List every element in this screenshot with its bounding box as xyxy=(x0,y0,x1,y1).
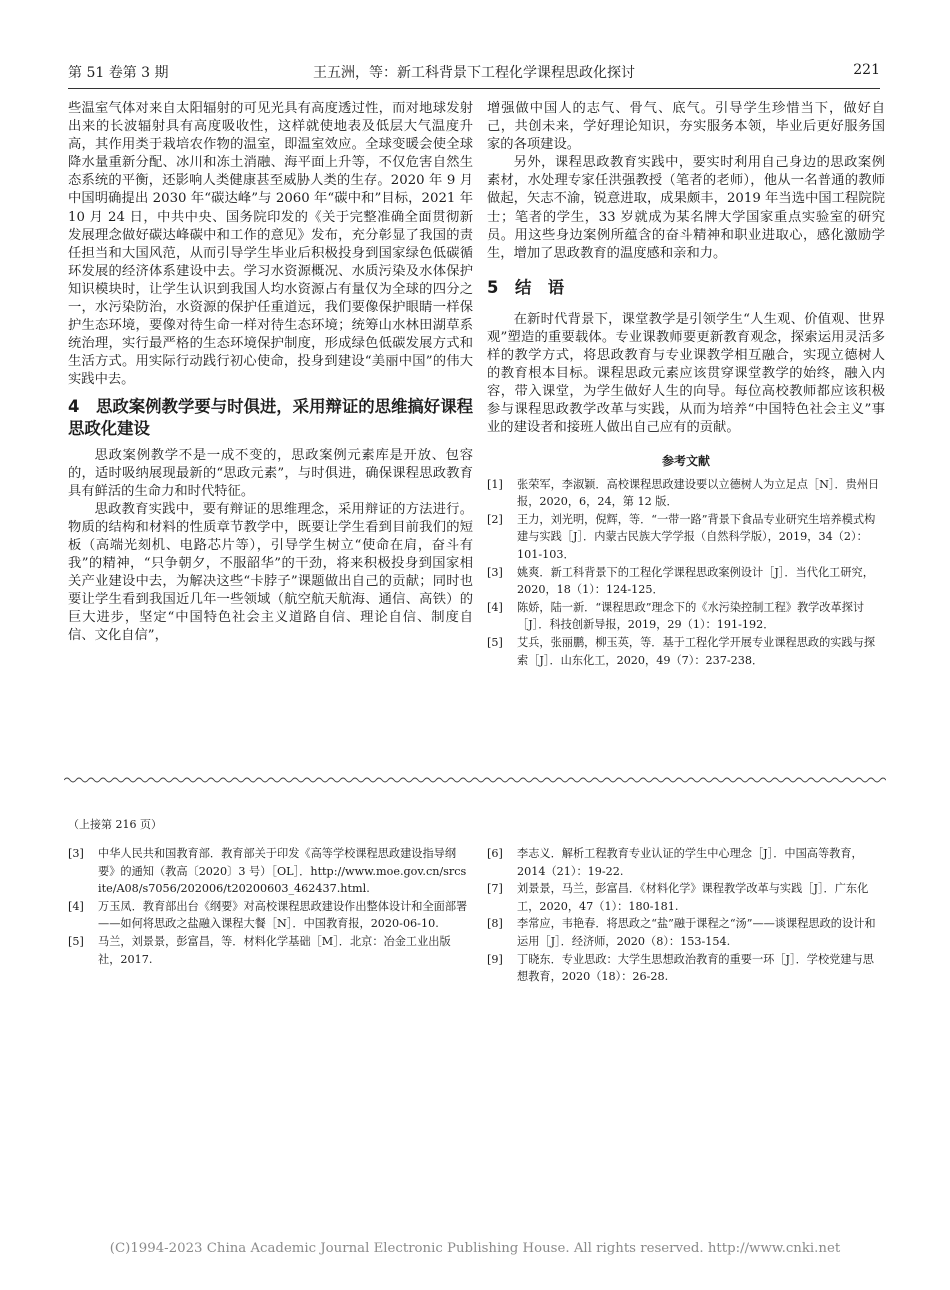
reference-item: [5] 马兰，刘景景，彭富昌，等．材料化学基础［M］．北京：冶金工业出版社，2017. xyxy=(68,934,451,966)
running-header xyxy=(68,62,880,84)
header-rule xyxy=(68,88,880,89)
reference-item: [3] 中华人民共和国教育部．教育部关于印发《高等学校课程思政建设指导纲要》的通知（教高〔2020〕3 号）［OL］．http://www.moe.gov.cn/srcsite/A08/s7056/202006/t20200603_462437.html. xyxy=(68,847,467,896)
section-number: 5 xyxy=(487,277,499,297)
paragraph: 些温室气体对来自太阳辐射的可见光具有高度透过性，而对地球发射出来的长波辐射具有高度吸收性，这样就使地表及低层大气温度升高，其作用类于栽培农作物的温室，即温室效应。全球变暖会使全球降水量重新分配、冰川和冻土消融、海平面上升等，不仅危害自然生态系统的平衡，还影响人类健康甚至威胁人类的生存。2020 年 9 月中国明确提出 2030 年“碳达峰”与 2060 年“碳中和”目标，2021 年 10 月 24 日，中共中央、国务院印发的《关于完整准确全面贯彻新发展理念做好碳达峰碳中和工作的意见》发布，充分彰显了我国的责任担当和大国风范，从而引导学生毕业后积极投身到国家绿色低碳循环发展的经济体系建设中去。学习水资源概况、水质污染及水体保护知识模块时，让学生认识到我国人均水资源占有量仅为全球的四分之一，水污染防治，水资源的保护任重道远，我们要像保护眼睛一样保护生态环境，要像对待生命一样对待生态环境；统筹山水林田湖草系统治理，实行最严格的生态环境保护制度，形成绿色低碳发展方式和生活方式。用实际行动践行初心使命，投身到建设“美丽中国”的伟大实践中去。 xyxy=(68,101,473,388)
section-title: 思政案例教学要与时俱进，采用辩证的思维搞好课程思政化建设 xyxy=(68,396,473,438)
reference-item: [8] 李常应，韦艳春．将思政之“盐”融于课程之“汤”——谈课程思政的设计和运用［J］．经济师，2020（8）：153-154. xyxy=(487,917,876,948)
left-column xyxy=(68,100,473,646)
section-title: 结 语 xyxy=(515,277,565,297)
reference-item: [4] 陈娇，陆一新．“课程思政”理念下的《水污染控制工程》教学改革探讨［J］．科技创新导报，2019，29（1）：191-192． xyxy=(487,600,865,632)
section-number: 4 xyxy=(68,396,80,416)
copyright-footer: (C)1994-2023 China Academic Journal Electronic Publishing House. All rights reserved. http://www.cnki.net xyxy=(109,1241,841,1256)
paragraph: 另外，课程思政教育实践中，要实时利用自己身边的思政案例素材，水处理专家任洪强教授（笔者的老师），他从一名普通的教师做起，矢志不渝，锐意进取，成果颇丰，2019 年当选中国工程院院士；笔者的学生，33 岁就成为某名牌大学国家重点实验室的研究员。用这些身边案例所蕴含的奋斗精神和职业进取心，感化激励学生，增加了思政教育的温度感和亲和力。 xyxy=(487,155,885,261)
paragraph: 思政案例教学不是一成不变的，思政案例元素库是开放、包容的，适时吸纳展现最新的“思政元素”，与时俱进，确保课程思政教育具有鲜活的生命力和时代特征。 xyxy=(68,447,473,499)
continued-note: （上接第 216 页） xyxy=(68,818,162,831)
page-number: 221 xyxy=(853,62,880,78)
references-title: 参考文献 xyxy=(661,453,710,468)
article-running-title: 王五洲，等：新工科背景下工程化学课程思政化探讨 xyxy=(313,65,635,81)
paragraph: 思政教育实践中，要有辩证的思维理念，采用辩证的方法进行。物质的结构和材料的性质章节教学中，既要让学生看到目前我们的短板（高端光刻机、电路芯片等），引导学生树立“使命在肩，奋斗有我”的精神，“只争朝夕，不服韶华”的干劲，将来积极投身到国家相关产业建设中去，为解决这些“卡脖子”课题做出自己的贡献；同时也要让学生看到我国近几年一些领域（航空航天航海、通信、高铁）的巨大进步，坚定“中国特色社会主义道路自信、理论自信、制度自信、文化自信”， xyxy=(68,501,473,644)
reference-list xyxy=(487,476,885,670)
reference-item: [7] 刘景景，马兰，彭富昌．《材料化学》课程教学改革与实践［J］．广东化工，2020，47（1）：180-181. xyxy=(487,882,869,913)
right-column xyxy=(487,100,885,669)
reference-item: [1] 张荣军，李淑颖．高校课程思政建设要以立德树人为立足点［N］．贵州日报，2020，6，24，第 12 版． xyxy=(487,477,880,509)
reference-item: [5] 艾兵，张丽鹏，柳玉英，等．基于工程化学开展专业课程思政的实践与探索［J］．山东化工，2020，49（7）：237-238． xyxy=(487,635,876,667)
reference-item: [6] 李志义．解析工程教育专业认证的学生中心理念［J］．中国高等教育，2014（21）：19-22. xyxy=(487,847,863,878)
section-heading-4 xyxy=(68,396,473,440)
continued-references-left xyxy=(68,845,468,968)
journal-issue: 第 51 卷第 3 期 xyxy=(68,65,169,81)
reference-item: [4] 万玉凤．教育部出台《纲要》对高校课程思政建设作出整体设计和全面部署——如何将思政之盐融入课程大餐［N］．中国教育报，2020-06-10. xyxy=(68,899,468,931)
reference-item: [3] 姚爽．新工科背景下的工程化学课程思政案例设计［J］．当代化工研究，2020，18（1）：124-125． xyxy=(487,565,874,597)
continued-references-right xyxy=(487,845,885,986)
section-heading-5 xyxy=(487,277,885,299)
reference-item: [2] 王力，刘光明，倪辉，等．“一带一路”背景下食品专业研究生培养模式构建与实践［J］．内蒙古民族大学学报（自然科学版），2019，34（2）：101-103． xyxy=(487,512,876,561)
paragraph: 增强做中国人的志气、骨气、底气。引导学生珍惜当下，做好自己，共创未来，学好理论知识，夯实服务本领，毕业后更好服务国家的各项建设。 xyxy=(487,101,885,153)
reference-item: [9] 丁晓东．专业思政：大学生思想政治教育的重要一环［J］．学校党建与思想教育，2020（18）：26-28. xyxy=(487,952,874,984)
paragraph: 在新时代背景下，课堂教学是引领学生“人生观、价值观、世界观”塑造的重要载体。专业课教师要更新教育观念，探索运用灵活多样的教学方式，将思政教育与专业课教学相互融合，实现立德树人的教育根本目标。课程思政元素应该贯穿课堂教学的始终，融入内容，带入课堂，为学生做好人生的向导。每位高校教师都应该积极参与课程思政教学改革与实践，从而为培养“中国特色社会主义”事业的建设者和接班人做出自己应有的贡献。 xyxy=(487,311,886,436)
decorative-divider xyxy=(64,775,886,785)
